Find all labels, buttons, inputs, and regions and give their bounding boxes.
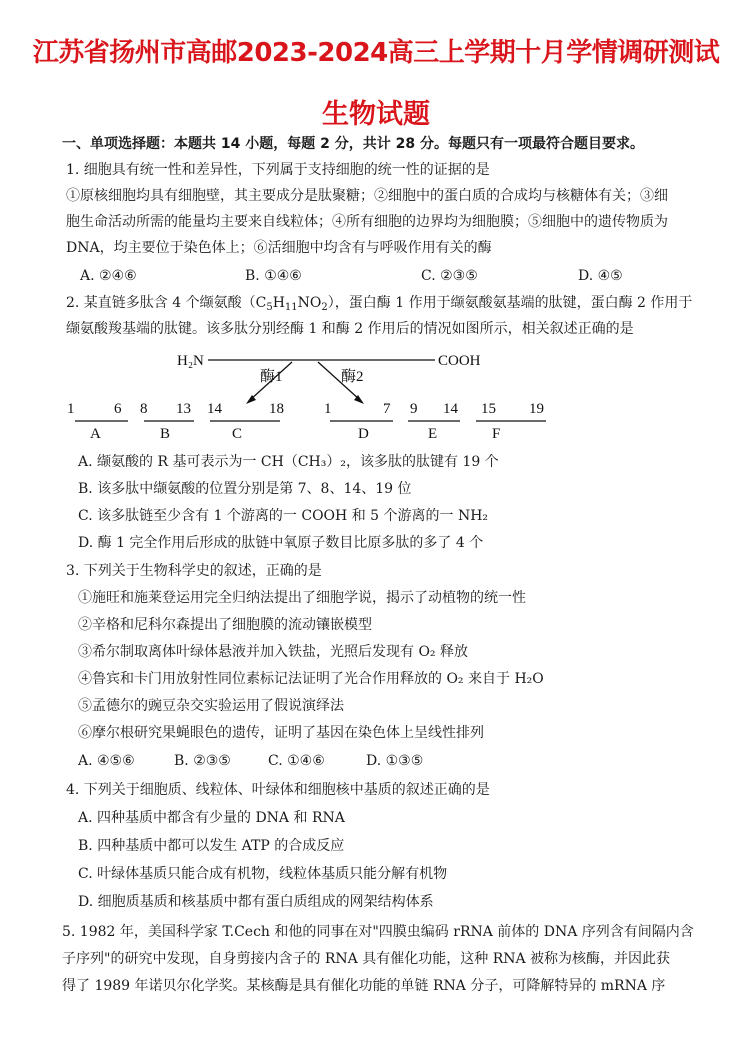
fragment-c bbox=[207, 401, 284, 442]
svg-text:D: D bbox=[358, 426, 369, 442]
q4-stem: 4. 下列关于细胞质、线粒体、叶绿体和细胞核中基质的叙述正确的是 bbox=[66, 782, 490, 798]
enzyme1-label: 酶1 bbox=[260, 369, 283, 385]
svg-text:13: 13 bbox=[176, 401, 191, 417]
svg-text:14: 14 bbox=[443, 401, 458, 417]
q5-line: 子序列"的研究中发现，自身剪接内含子的 RNA 具有催化功能，这种 RNA 被称为核酶，并因此获 bbox=[62, 951, 671, 967]
section-heading: 一、单项选择题：本题共 14 小题，每题 2 分，共计 28 分。每题只有一项最符合题目要求。 bbox=[62, 136, 644, 152]
q5-line: 得了 1989 年诺贝尔化学奖。某核酶是具有催化功能的单链 RNA 分子，可降解特异的 mRNA 序 bbox=[62, 978, 666, 994]
fragment-a bbox=[67, 401, 128, 442]
q3-option-d[interactable]: D. ①③⑤ bbox=[366, 753, 424, 769]
q1-option-b[interactable]: B. ①④⑥ bbox=[245, 268, 302, 284]
q1-option-a[interactable]: A. ②④⑥ bbox=[80, 268, 137, 284]
carboxyl-end-label: COOH bbox=[438, 353, 481, 369]
svg-text:7: 7 bbox=[383, 401, 391, 417]
q1-body-line: DNA，均主要位于染色体上；⑥活细胞中均含有与呼吸作用有关的酶 bbox=[66, 240, 492, 256]
q3-item: ①施旺和施莱登运用完全归纳法提出了细胞学说，揭示了动植物的统一性 bbox=[78, 590, 526, 606]
q4-option-c[interactable]: C. 叶绿体基质只能合成有机物，线粒体基质只能分解有机物 bbox=[78, 866, 448, 882]
q3-option-c[interactable]: C. ①④⑥ bbox=[268, 753, 325, 769]
q4-option-d[interactable]: D. 细胞质基质和核基质中都有蛋白质组成的网架结构体系 bbox=[78, 894, 434, 910]
fragment-d bbox=[324, 401, 393, 442]
q4-option-a[interactable]: A. 四种基质中都含有少量的 DNA 和 RNA bbox=[78, 810, 345, 826]
svg-text:F: F bbox=[492, 426, 501, 442]
fragment-b bbox=[140, 401, 194, 442]
svg-text:8: 8 bbox=[140, 401, 148, 417]
q3-item: ④鲁宾和卡门用放射性同位素标记法证明了光合作用释放的 O₂ 来自于 H₂O bbox=[78, 671, 544, 687]
q3-item: ⑥摩尔根研究果蝇眼色的遗传，证明了基因在染色体上呈线性排列 bbox=[78, 725, 484, 741]
q3-option-a[interactable]: A. ④⑤⑥ bbox=[78, 753, 135, 769]
svg-text:E: E bbox=[428, 426, 438, 442]
q1-stem: 1. 细胞具有统一性和差异性，下列属于支持细胞的统一性的证据的是 bbox=[66, 162, 490, 178]
q1-option-d[interactable]: D. ④⑤ bbox=[578, 268, 623, 284]
q1-body-line: 胞生命活动所需的能量均主要来自线粒体；④所有细胞的边界均为细胞膜；⑤细胞中的遗传物质为 bbox=[66, 214, 668, 230]
svg-text:9: 9 bbox=[410, 401, 418, 417]
svg-text:1: 1 bbox=[67, 401, 75, 417]
enzyme2-label: 酶2 bbox=[341, 369, 364, 385]
svg-text:18: 18 bbox=[269, 401, 284, 417]
q3-option-b[interactable]: B. ②③⑤ bbox=[174, 753, 231, 769]
q3-item: ②辛格和尼科尔森提出了细胞膜的流动镶嵌模型 bbox=[78, 617, 372, 633]
q3-stem: 3. 下列关于生物科学史的叙述，正确的是 bbox=[66, 563, 322, 579]
svg-text:C: C bbox=[232, 426, 243, 442]
svg-text:14: 14 bbox=[207, 401, 222, 417]
q2-option-b[interactable]: B. 该多肽中缬氨酸的位置分别是第 7、8、14、19 位 bbox=[78, 481, 412, 497]
fragment-e bbox=[408, 401, 460, 442]
svg-text:1: 1 bbox=[324, 401, 332, 417]
svg-text:15: 15 bbox=[481, 401, 496, 417]
svg-text:19: 19 bbox=[529, 401, 544, 417]
q2-option-a[interactable]: A. 缬氨酸的 R 基可表示为一 CH（CH₃）₂，该多肽的肽键有 19 个 bbox=[78, 454, 499, 470]
q1-options bbox=[80, 266, 722, 286]
peptide-diagram bbox=[60, 345, 560, 445]
q2-stem: 2. 某直链多肽含 4 个缬氨酸$(C_5H_{11}NO_2)$，蛋白酶 1 作用于缬氨酸氨基端的肽键，蛋白酶 2 作用于 bbox=[66, 295, 693, 313]
svg-text:B: B bbox=[160, 426, 171, 442]
q2-option-c[interactable]: C. 该多肽链至少含有 1 个游离的一 COOH 和 5 个游离的一 NH₂ bbox=[78, 508, 489, 524]
svg-text:6: 6 bbox=[114, 401, 122, 417]
svg-text:A: A bbox=[90, 426, 101, 442]
q4-option-b[interactable]: B. 四种基质中都可以发生 ATP 的合成反应 bbox=[78, 838, 345, 854]
exam-subtitle: 生物试题 bbox=[322, 99, 430, 130]
exam-title: 江苏省扬州市高邮2023-2024高三上学期十月学情调研测试 bbox=[32, 38, 720, 68]
amino-end-label: H₂N bbox=[177, 353, 204, 369]
q3-item: ③希尔制取离体叶绿体悬液并加入铁盐，光照后发现有 O₂ 释放 bbox=[78, 644, 468, 660]
q3-options bbox=[78, 751, 722, 771]
q2-option-d[interactable]: D. 酶 1 完全作用后形成的肽链中氧原子数目比原多肽的多了 4 个 bbox=[78, 535, 484, 551]
q1-option-c[interactable]: C. ②③⑤ bbox=[421, 268, 478, 284]
q3-item: ⑤孟德尔的豌豆杂交实验运用了假说演绎法 bbox=[78, 698, 344, 714]
q5-line: 5. 1982 年，美国科学家 T.Cech 和他的同事在对"四膜虫编码 rRNA 前体的 DNA 序列含有间隔内含 bbox=[62, 924, 694, 940]
q1-body-line: ①原核细胞均具有细胞壁，其主要成分是肽聚糖；②细胞中的蛋白质的合成均与核糖体有关；③细 bbox=[66, 188, 668, 204]
fragment-f bbox=[476, 401, 546, 442]
q2-stem-line2: 缬氨酸羧基端的肽键。该多肽分别经酶 1 和酶 2 作用后的情况如图所示，相关叙述正确的是 bbox=[66, 321, 634, 337]
